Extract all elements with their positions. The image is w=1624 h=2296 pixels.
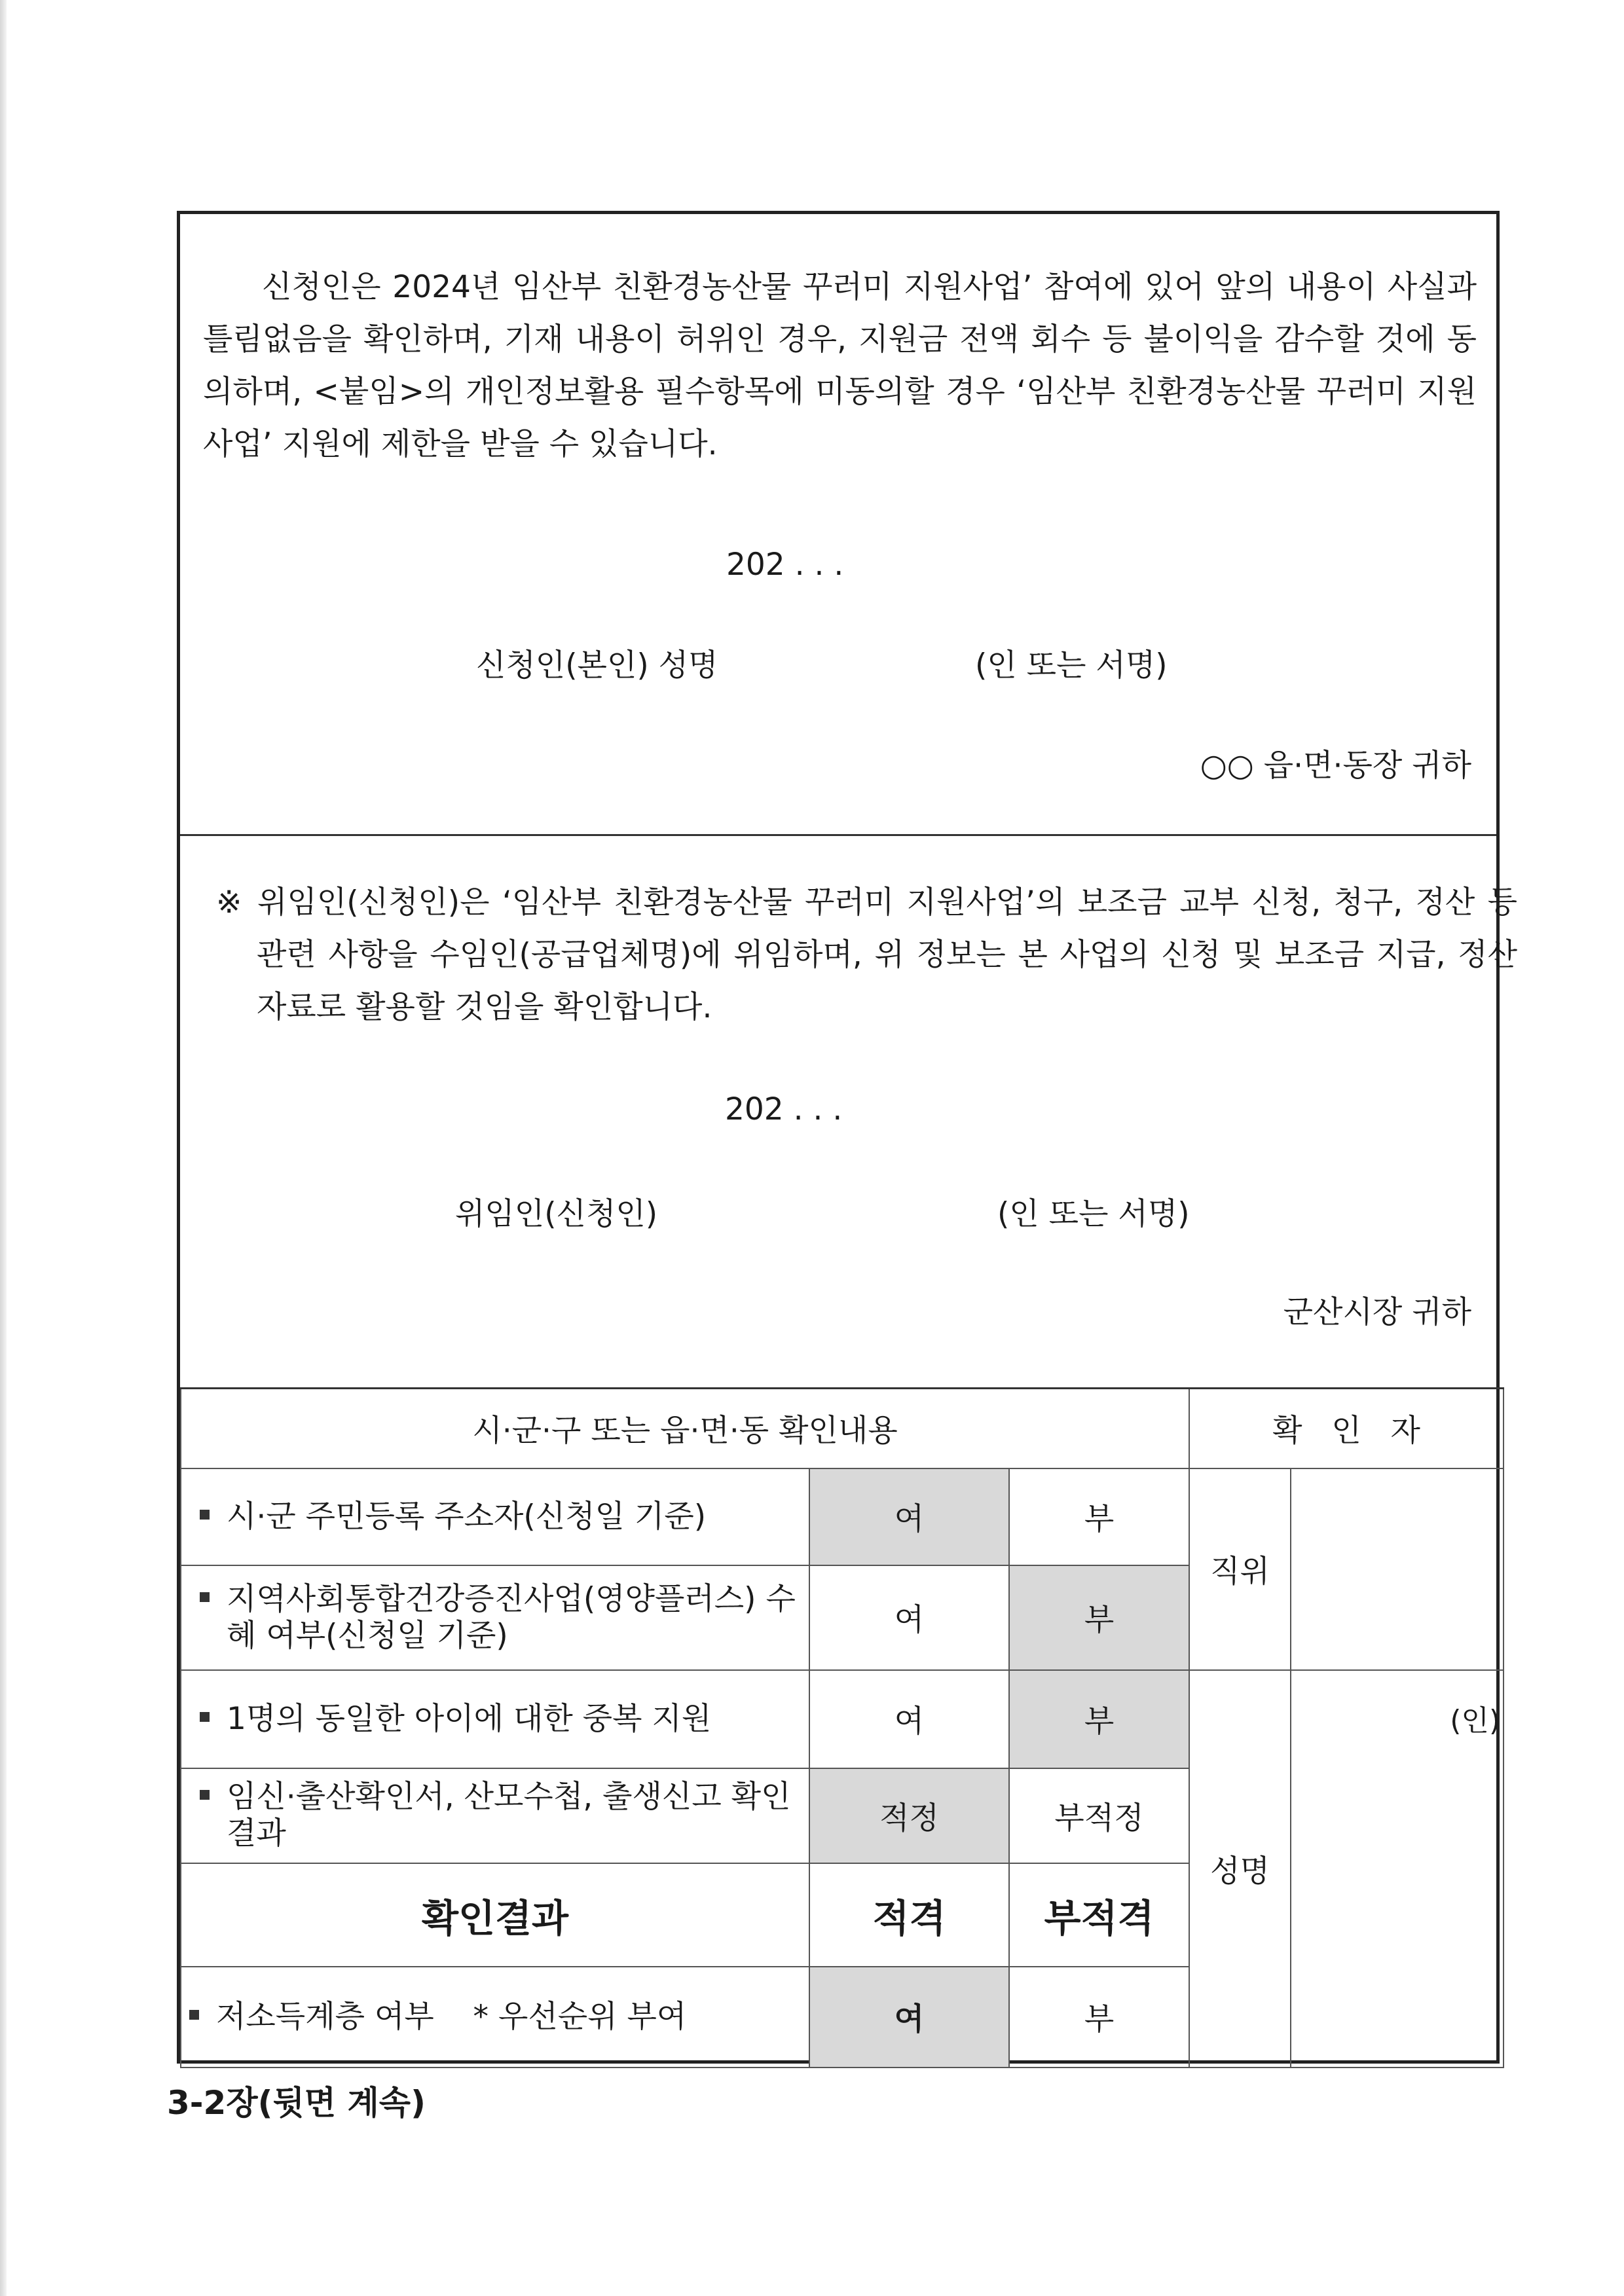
position-field[interactable] (1291, 1468, 1504, 1670)
delegation-date: 202 . . . (725, 1091, 843, 1127)
result-ineligible[interactable]: 부적격 (1009, 1863, 1189, 1967)
check-row-nutrition-plus: 지역사회통합건강증진사업(영양플러스) 수혜 여부(신청일 기준) (181, 1565, 809, 1670)
bullet-square-icon (200, 1592, 210, 1602)
form-frame (177, 211, 1517, 2064)
delegator-label: 위임인(신청인) (455, 1196, 658, 1232)
seal-mark: (인) (1450, 1704, 1501, 1738)
name-label: 성명 (1189, 1670, 1291, 2068)
consent-text: 신청인은 2024년 임산부 친환경농산물 꾸러미 지원사업’ 참여에 있어 앞의 내용이 사실과 틀림없음을 확인하며, 기재 내용이 허위인 경우, 지원금 전액 회수 등 불이익을 감수할 것에 동의하며, <붙임>의 개인정보활용 필수항목에 미동의할 경우 ‘임산부 친환경농산물 꾸러미 지원사업’ 지원에 제한을 받을 수 있습니다. (203, 269, 1477, 462)
delegation-addressee: 군산시장 귀하 (1283, 1294, 1471, 1330)
consent-section (180, 214, 1496, 836)
check-row-duplicate: 1명의 동일한 아이에 대한 중복 지원 (181, 1670, 809, 1768)
check-nutrition-plus-yes[interactable]: 여 (809, 1565, 1009, 1670)
check-low-income-no[interactable]: 부 (1009, 1967, 1189, 2068)
check-residence-no[interactable]: 부 (1009, 1468, 1189, 1565)
page-note: 3-2장(뒷면 계속) (167, 2084, 426, 2122)
verifier-header: 확 인 자 (1189, 1389, 1504, 1468)
delegator-seal-label: (인 또는 서명) (997, 1196, 1190, 1232)
check-row-birth-docs: 임신·출산확인서, 산모수첩, 출생신고 확인 결과 (181, 1768, 809, 1863)
consent-date: 202 . . . (726, 547, 844, 583)
name-field[interactable] (1291, 1670, 1504, 2068)
delegation-text: ※ 위임인(신청인)은 ‘임산부 친환경농산물 꾸러미 지원사업’의 보조금 교부 신청, 청구, 정산 등 관련 사항을 수임인(공급업체명)에 위임하며, 위 정보는 본 사업의 신청 및 보조금 지급, 정산 자료로 활용할 것임을 확인합니다. (216, 884, 1517, 1025)
check-residence-yes[interactable]: 여 (809, 1468, 1009, 1565)
check-low-income-yes[interactable]: 여 (809, 1967, 1009, 2068)
check-birth-docs-improper[interactable]: 부적정 (1009, 1768, 1189, 1863)
check-row-low-income: 저소득계층 여부 * 우선순위 부여 (181, 1967, 809, 2068)
result-label: 확인결과 (181, 1863, 809, 1967)
bullet-square-icon (189, 2010, 199, 2020)
check-row-residence: 시·군 주민등록 주소자(신청일 기준) (181, 1468, 809, 1565)
verification-header: 시·군·구 또는 읍·면·동 확인내용 (181, 1389, 1189, 1468)
position-label: 직위 (1189, 1468, 1291, 1670)
bullet-square-icon (200, 1790, 210, 1800)
check-duplicate-yes[interactable]: 여 (809, 1670, 1009, 1768)
applicant-seal-label: (인 또는 서명) (975, 647, 1168, 683)
delegation-section (180, 836, 1517, 1387)
check-birth-docs-proper[interactable]: 적정 (809, 1768, 1009, 1863)
scan-edge (0, 0, 7, 2296)
bullet-square-icon (200, 1510, 210, 1520)
verification-table (180, 1387, 1504, 2068)
consent-addressee: ○○ 읍·면·동장 귀하 (1200, 748, 1471, 784)
check-nutrition-plus-no[interactable]: 부 (1009, 1565, 1189, 1670)
result-eligible[interactable]: 적격 (809, 1863, 1009, 1967)
applicant-name-label: 신청인(본인) 성명 (476, 647, 718, 683)
bullet-square-icon (200, 1712, 210, 1722)
check-duplicate-no[interactable]: 부 (1009, 1670, 1189, 1768)
